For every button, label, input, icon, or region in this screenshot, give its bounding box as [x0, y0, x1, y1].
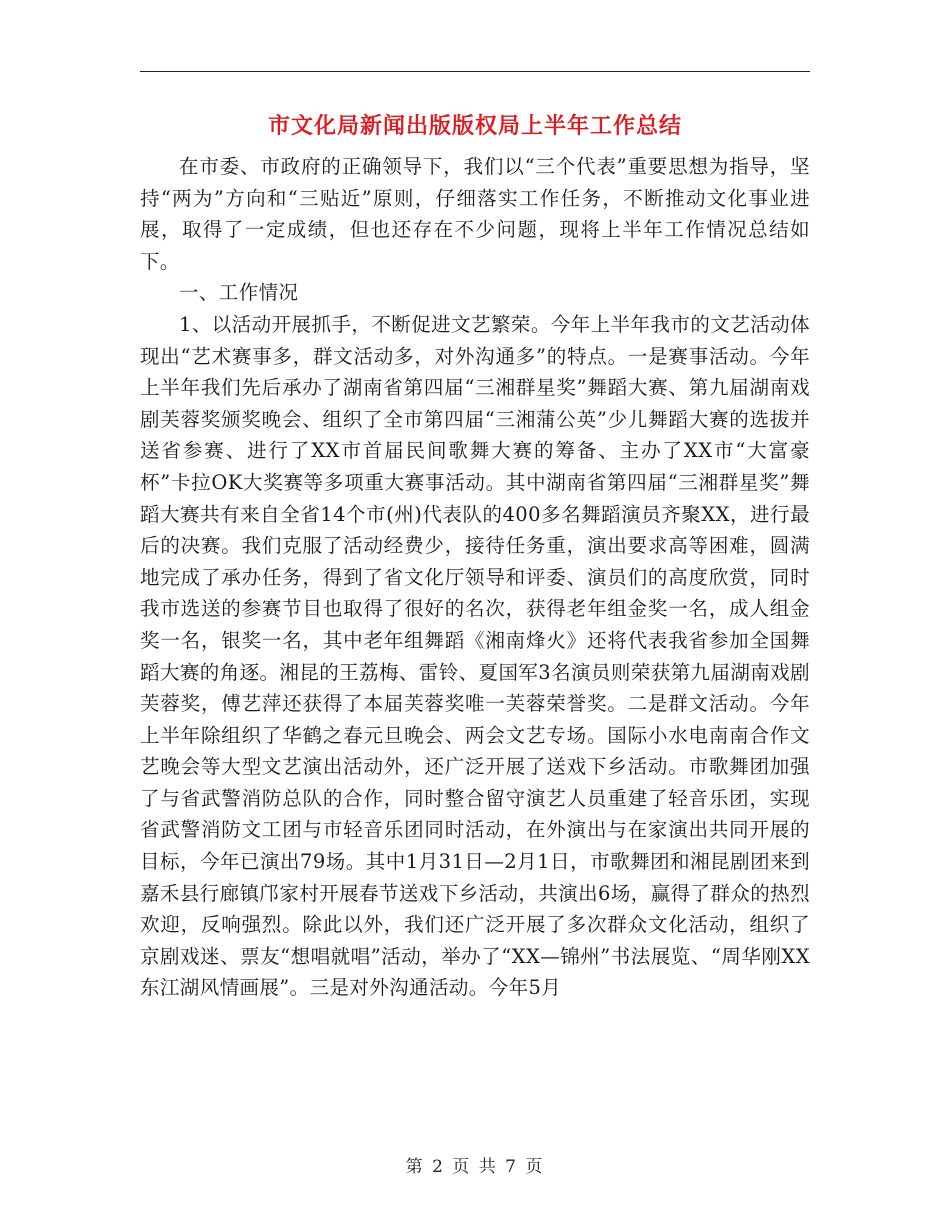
section-heading: 一、工作情况	[179, 281, 299, 305]
header-rule	[140, 71, 810, 72]
document-body	[140, 151, 810, 1004]
page-number: 第 2 页 共 7 页	[405, 1157, 545, 1177]
body-paragraph: 1、以活动开展抓手，不断促进文艺繁荣。今年上半年我市的文艺活动体现出“艺术赛事多，群文活动多，对外沟通多”的特点。一是赛事活动。今年上半年我们先后承办了湖南省第四届“三湘群星奖”舞蹈大赛、第九届湖南戏剧芙蓉奖颁奖晚会、组织了全市第四届“三湘蒲公英”少儿舞蹈大赛的选拔并送省参赛、进行了XX市首届民间歌舞大赛的筹备、主办了XX市“大富豪杯”卡拉OK大奖赛等多项重大赛事活动。其中湖南省第四届“三湘群星奖”舞蹈大赛共有来自全省14个市(州)代表队的400多名舞蹈演员齐聚XX，进行最后的决赛。我们克服了活动经费少，接待任务重，演出要求高等困难，圆满地完成了承办任务，得到了省文化厅领导和评委、演员们的高度欣赏，同时我市选送的参赛节目也取得了很好的名次，获得老年组金奖一名，成人组金奖一名，银奖一名，其中老年组舞蹈《湘南烽火》还将代表我省参加全国舞蹈大赛的角逐。湘昆的王荔梅、雷铃、夏国军3名演员则荣获第九届湖南戏剧芙蓉奖，傅艺萍还获得了本届芙蓉奖唯一芙蓉荣誉奖。二是群文活动。今年上半年除组织了华鹤之春元旦晚会、两会文艺专场。国际小水电南南合作文艺晚会等大型文艺演出活动外，还广泛开展了送戏下乡活动。市歌舞团加强了与省武警消防总队的合作，同时整合留守演艺人员重建了轻音乐团，实现省武警消防文工团与市轻音乐团同时活动，在外演出与在家演出共同开展的目标，今年已演出79场。其中1月31日—2月1日，市歌舞团和湘昆剧团来到嘉禾县行廊镇邝家村开展春节送戏下乡活动，共演出6场，赢得了群众的热烈欢迎，反响强烈。除此以外，我们还广泛开展了多次群众文化活动，组织了京剧戏迷、票友“想唱就唱”活动，举办了“XX—锦州”书法展览、“周华刚XX东江湖风情画展”。三是对外沟通活动。今年5月	[140, 312, 810, 1000]
document-title: 市文化局新闻出版版权局上半年工作总结	[267, 113, 682, 139]
intro-paragraph: 在市委、市政府的正确领导下，我们以“三个代表”重要思想为指导，坚持“两为”方向和“三贴近”原则，仔细落实工作任务，不断推动文化事业进展，取得了一定成绩，但也还存在不少问题，现将上半年工作情况总结如下。	[140, 155, 810, 273]
